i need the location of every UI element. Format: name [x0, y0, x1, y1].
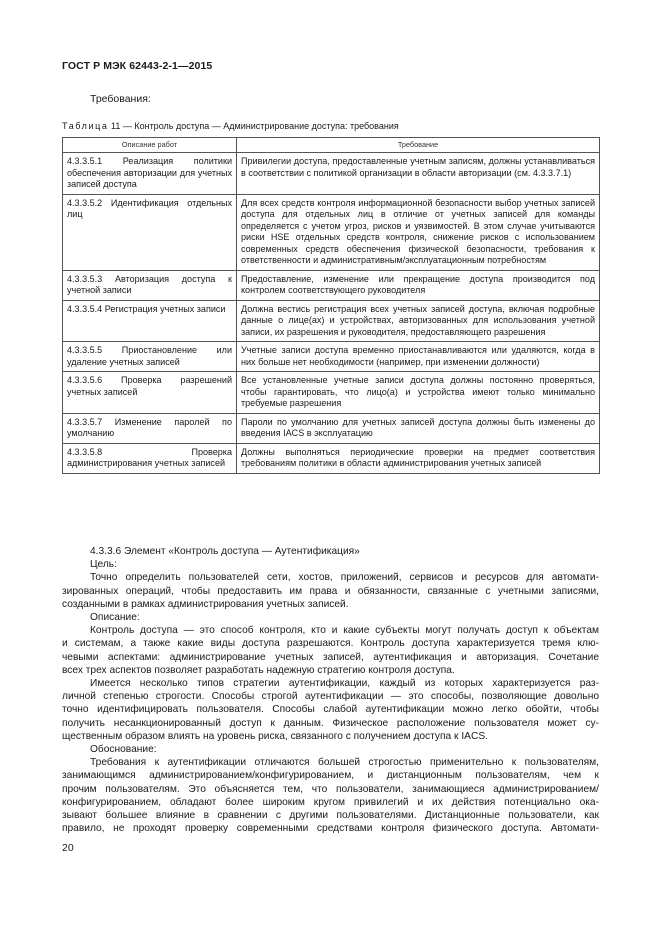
text-line: прочим пользователям. Это объясняется тем, что пользователи, занимающиеся администрированием/ — [62, 783, 599, 795]
goal-label: Цель: — [90, 559, 117, 571]
description-label: Описание: — [90, 612, 140, 624]
row-requirement: Предоставление, изменение или прекращение доступа производится под контролем соответствующего руководителя — [237, 270, 600, 300]
text-line: получить несанкционированный доступ к данным. Физическое расположение пользователя может су- — [62, 717, 599, 729]
text-line: занимающимся администрированием/конфигурированием, и дистанционным пользователям, чем к — [62, 770, 599, 782]
rationale-paragraph — [62, 756, 599, 835]
row-requirement: Пароли по умолчанию для учетных записей доступа должны быть изменены до введения IACS в эксплуатацию — [237, 413, 600, 443]
text-line: Контроль доступа — это способ контроля, кто и какие субъекты могут получать доступ к объектам — [90, 625, 599, 637]
text-line: зывают большее влияние в сравнении с другими пользователями. Дистанционные пользователи, как — [62, 810, 599, 822]
table-caption — [62, 121, 399, 131]
description-paragraph — [62, 624, 599, 677]
page-number: 20 — [62, 842, 74, 854]
section-heading: 4.3.3.6 Элемент «Контроль доступа — Аутентификация» — [90, 546, 360, 557]
row-description: 4.3.3.5.2 Идентификация отдельных лиц — [63, 194, 237, 270]
text-line: созданными в рамках администрирования учетных записей. — [62, 598, 349, 610]
table-row — [63, 194, 600, 270]
text-line: правило, не проходят проверку современными средствами контроля физического доступа. Автомати- — [62, 823, 599, 835]
table-row — [63, 342, 600, 372]
table-row — [63, 372, 600, 414]
text-line: Точно определить пользователей сети, хостов, приложений, сервисов и ресурсов для автомати- — [90, 572, 599, 584]
text-line: личной степенью строгости. Способы строгой аутентификации — это способы, позволяющие довольно — [62, 691, 599, 703]
text-line: щественным образом влиять на уровень риска, связанного с получением доступа к IACS. — [62, 730, 488, 742]
text-line: Имеется несколько типов стратегии аутентификации, каждый из которых характеризуется раз- — [90, 678, 599, 690]
row-requirement: Привилегии доступа, предоставленные учетным записям, должны устанавливаться в соответствии с политикой организации в области авторизации (см. 4.3.3.7.1) — [237, 153, 600, 195]
strategy-paragraph — [62, 677, 599, 743]
row-requirement: Должна вестись регистрация всех учетных записей доступа, включая подробные данные о лице(ах) и устройствах, авторизованных для использования учетной записи, их разрешения и руководителя, предоставляющего разрешения — [237, 300, 600, 342]
text-line: всех трех аспектов позволяет разработать надежную стратегию контроля доступа. — [62, 664, 455, 676]
row-description: 4.3.3.5.5 Приостановление или удаление учетных записей — [63, 342, 237, 372]
requirements-table — [62, 137, 600, 474]
text-line: и системам, а также какие виды доступа разрешаются. Контроль доступа характеризуется тремя клю- — [62, 638, 599, 650]
body-text — [62, 545, 599, 835]
text-line: Требования к аутентификации отличаются большей строгостью применительно к пользователям, — [90, 757, 599, 769]
goal-paragraph — [62, 571, 599, 611]
text-line: конфигурированием, обладают более широким кругом привилегий и их действия потенциально ока- — [62, 796, 599, 808]
row-description: 4.3.3.5.3 Авторизация доступа к учетной записи — [63, 270, 237, 300]
table-row — [63, 300, 600, 342]
table-caption-text: 11 — Контроль доступа — Администрирование доступа: требования — [108, 121, 399, 131]
row-requirement: Все установленные учетные записи доступа должны постоянно проверяться, чтобы гарантировать, что лицо(а) и устройства имеют только минимально требуемые разрешения — [237, 372, 600, 414]
text-line: точно идентифицировать пользователя. Способы слабой аутентификации можно легко обойти, чтобы — [62, 704, 599, 716]
row-requirement: Должны выполняться периодические проверки на предмет соответствия требованиям политики в области администрирования учетных записей — [237, 443, 600, 473]
row-requirement: Для всех средств контроля информационной безопасности выбор учетных записей доступа для отдельных лиц в отличие от учетных записей для команды определяется с учетом угроз, рисков и уязвимостей. В этом случае учитываются риски HSE отдельных средств контроля, снижение рисков с использованием современных средств обеспечения физической безопасности, требования к ответственности и административным/эксплуатационным потребностям — [237, 194, 600, 270]
table-row — [63, 270, 600, 300]
table-row — [63, 153, 600, 195]
row-requirement: Учетные записи доступа временно приостанавливаются или удаляются, когда в них больше нет необходимости (например, при изменении должности) — [237, 342, 600, 372]
requirements-label: Требования: — [90, 93, 151, 105]
row-description: 4.3.3.5.4 Регистрация учетных записи — [63, 300, 237, 342]
text-line: чевыми аспектами: администрирование учетных записей, аутентификация и авторизация. Сочетание — [62, 651, 599, 663]
text-line: зированных операций, чтобы предоставить им права и обязанности, связанные с учетными записями, — [62, 585, 599, 597]
column-header-description: Описание работ — [63, 138, 237, 153]
row-description: 4.3.3.5.1 Реализация политики обеспечения авторизации для учетных записей доступа — [63, 153, 237, 195]
table-header-row — [63, 138, 600, 153]
row-description: 4.3.3.5.8 Проверка администрирования учетных записей — [63, 443, 237, 473]
column-header-requirement: Требование — [237, 138, 600, 153]
document-header: ГОСТ Р МЭК 62443-2-1—2015 — [62, 60, 213, 72]
row-description: 4.3.3.5.6 Проверка разрешений учетных записей — [63, 372, 237, 414]
table-row — [63, 413, 600, 443]
row-description: 4.3.3.5.7 Изменение паролей по умолчанию — [63, 413, 237, 443]
rationale-label: Обоснование: — [90, 744, 157, 756]
table-row — [63, 443, 600, 473]
table-caption-prefix: Таблица — [62, 121, 109, 131]
